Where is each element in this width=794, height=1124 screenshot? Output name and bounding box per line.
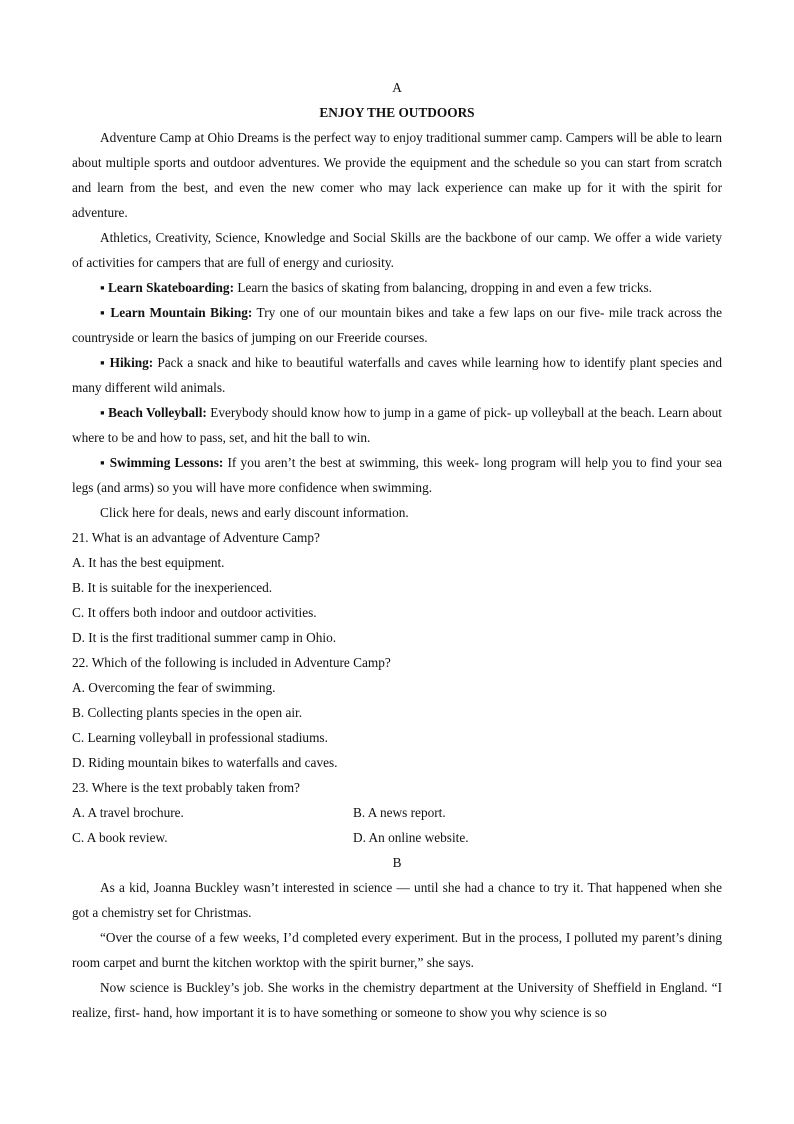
activity-hiking	[72, 350, 722, 400]
activity-title: Swimming Lessons:	[109, 455, 224, 470]
question-23-option-d: D. An online website.	[353, 830, 469, 845]
activity-skateboarding	[72, 275, 722, 300]
question-21-option-a: A. It has the best equipment.	[72, 555, 225, 570]
passage-title: ENJOY THE OUTDOORS	[319, 105, 475, 120]
section-b-paragraph-3: Now science is Buckley’s job. She works in the chemistry department at the University of Sheffield in England. “I realize, first- hand, how important it is to have something or someone to show you why science is so	[72, 980, 722, 1020]
question-23-option-c: C. A book review.	[72, 830, 168, 845]
activity-text: If you aren’t the best at swimming, this week- long program will help you to find your sea legs (and arms) so you will have more confidence when swimming.	[72, 455, 722, 495]
activity-mountain-biking	[72, 300, 722, 350]
intro-paragraph: Adventure Camp at Ohio Dreams is the perfect way to enjoy traditional summer camp. Campers will be able to learn about multiple sports and outdoor adventures. We provide the equipment and the schedule so you can start from scratch and learn from the best, and even the new comer who may lack experience can make up for it with the spirit for adventure.	[72, 130, 722, 220]
document-content	[72, 75, 722, 1025]
activity-beach-volleyball	[72, 400, 722, 450]
question-21-option-c: C. It offers both indoor and outdoor activities.	[72, 605, 317, 620]
bullet-marker: ▪	[100, 280, 105, 295]
bullet-marker: ▪	[100, 455, 106, 470]
bullet-marker: ▪	[100, 405, 105, 420]
question-21-option-d: D. It is the first traditional summer camp in Ohio.	[72, 630, 337, 645]
question-23-option-a: A. A travel brochure.	[72, 805, 184, 820]
question-22-option-a: A. Overcoming the fear of swimming.	[72, 680, 276, 695]
activity-text: Try one of our mountain bikes and take a few laps on our five- mile track across the countryside or learn the basics of jumping on our Freeride courses.	[72, 305, 723, 345]
backbone-paragraph: Athletics, Creativity, Science, Knowledge and Social Skills are the backbone of our camp. We offer a wide variety of activities for campers that are full of energy and curiosity.	[72, 230, 722, 270]
activity-text: Everybody should know how to jump in a game of pick- up volleyball at the beach. Learn about where to be and how to pass, set, and hit the ball to win.	[72, 405, 723, 445]
section-b-label: B	[392, 855, 402, 870]
activity-text: Learn the basics of skating from balancing, dropping in and even a few tricks.	[234, 280, 652, 295]
activity-swimming-lessons	[72, 450, 722, 500]
activity-title: Hiking:	[109, 355, 154, 370]
question-22-stem: 22. Which of the following is included in Adventure Camp?	[72, 655, 391, 670]
click-here-link[interactable]: Click here for deals, news and early discount information.	[100, 505, 409, 520]
question-23-options-row-1	[72, 800, 722, 825]
question-23-option-b: B. A news report.	[353, 805, 446, 820]
question-22-option-d: D. Riding mountain bikes to waterfalls and caves.	[72, 755, 338, 770]
section-b-paragraph-2: “Over the course of a few weeks, I’d completed every experiment. But in the process, I polluted my parent’s dining room carpet and burnt the kitchen worktop with the spirit burner,” she says.	[72, 930, 722, 970]
question-22-option-c: C. Learning volleyball in professional stadiums.	[72, 730, 328, 745]
bullet-marker: ▪	[100, 355, 106, 370]
bullet-marker: ▪	[100, 305, 106, 320]
activity-title: Learn Skateboarding:	[108, 280, 235, 295]
question-22-option-b: B. Collecting plants species in the open air.	[72, 705, 303, 720]
activity-title: Beach Volleyball:	[108, 405, 207, 420]
question-23-options-row-2	[72, 825, 722, 850]
activity-title: Learn Mountain Biking:	[110, 305, 253, 320]
question-23-stem: 23. Where is the text probably taken from?	[72, 780, 300, 795]
section-a-label: A	[392, 80, 402, 95]
section-b-paragraph-1: As a kid, Joanna Buckley wasn’t interested in science — until she had a chance to try it. That happened when she got a chemistry set for Christmas.	[72, 880, 722, 920]
activity-text: Pack a snack and hike to beautiful waterfalls and caves while learning how to identify plant species and many different wild animals.	[72, 355, 723, 395]
question-21-stem: 21. What is an advantage of Adventure Camp?	[72, 530, 320, 545]
question-21-option-b: B. It is suitable for the inexperienced.	[72, 580, 273, 595]
